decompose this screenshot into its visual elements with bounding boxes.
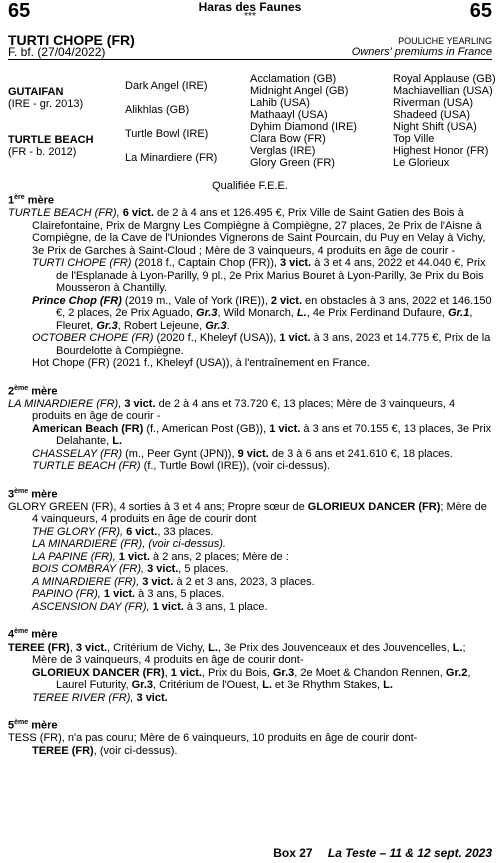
pedigree-gen4-2: Riverman (USA) (393, 97, 474, 109)
produce-entry: Prince Chop (FR) (2019 m., Vale of York (IRE)), 2 vict. en obstacles à 3 ans, 2022 et 146.150 €, 2 places, 2e Prix Aguado, Gr.3, Wild Monarch, L., 4e Prix Ferdinand Dufaure, Gr.1, Fleuret, Gr.3, Robert Lejeune, Gr.3. (32, 294, 492, 332)
produce-entry: OCTOBER CHOPE (FR) (2020 f., Kheleyf (USA)), 1 vict. à 3 ans, 2023 et 14.775 €, Prix de la Bourdelotte à Compiègne. (32, 332, 491, 357)
produce-entry: LA PAPINE (FR), 1 vict. à 2 ans, 2 places; Mère de : (32, 550, 289, 563)
pedigree-gen4-4: Night Shift (USA) (393, 121, 477, 133)
horse-name: TURTI CHOPE (FR) (8, 32, 135, 48)
dam-name: TURTLE BEACH (8, 134, 94, 146)
produce-entry: TEREE RIVER (FR), 3 vict. (32, 691, 168, 704)
produce-entry: TURTLE BEACH (FR) (f., Turtle Bowl (IRE)), (voir ci-dessus). (32, 460, 331, 473)
dam-record: TURTLE BEACH (FR), 6 vict. de 2 à 4 ans et 126.495 €, Prix Ville de Saint Gatien des Bois à Clairefontaine, Prix de Margny Les Compiègne à Compiègne, 27 places, 2e Prix de l'Aisne à Compiègne, de la Cave de l'Uniondes Vignerons de Saint Pourcain, du Puy en Velay à Vichy, 3e Prix de Garches à Saint-Cloud ; Mère de 3 vainqueurs, 4 produits en âge de courir - (8, 207, 486, 257)
pedigree-gen3-1: Midnight Angel (GB) (250, 85, 349, 97)
consignor-name: Haras des Faunes (198, 0, 302, 14)
pedigree-gen3-7: Glory Green (FR) (250, 157, 335, 169)
pedigree-gen4-5: Top Ville (393, 133, 435, 145)
produce-entry: Hot Chope (FR) (2021 f., Kheleyf (USA)), à l'entraînement en France. (32, 357, 370, 370)
pedigree-gen3-5: Clara Bow (FR) (250, 133, 326, 145)
section-heading-4: 4ème mère (8, 628, 58, 642)
maternal-line (8, 192, 492, 757)
pedigree-gen2-2: Turtle Bowl (IRE) (125, 128, 209, 140)
footer (273, 846, 492, 860)
pedigree-gen4-1: Machiavellian (USA) (393, 85, 493, 97)
lot-number-right: 65 (469, 0, 492, 22)
produce-entry: PAPINO (FR), 1 vict. à 3 ans, 5 places. (32, 588, 225, 601)
produce-entry: American Beach (FR) (f., American Post (GB)), 1 vict. à 3 ans et 70.155 €, 13 places, 3e Prix Delahante, L. (32, 422, 492, 448)
fifth-dam-record: TESS (FR), n'a pas couru; Mère de 6 vainqueurs, 10 produits en âge de courir dont- (8, 732, 418, 745)
fourth-dam-record: TEREE (FR), 3 vict., Critérium de Vichy, L., 3e Prix des Jouvenceaux et des Jouvencelles, L.; Mère de 3 vainqueurs, 4 produits en âge de courir dont- (8, 641, 466, 667)
pedigree-gen2-3: La Minardiere (FR) (125, 152, 218, 164)
box-number: Box 27 (273, 846, 313, 860)
pedigree-gen2-1: Alikhlas (GB) (125, 104, 190, 116)
produce-entry: THE GLORY (FR), 6 vict., 33 places. (32, 525, 214, 538)
dam-block (8, 134, 94, 158)
horse-birth: F. bf. (27/04/2022) (8, 45, 106, 59)
produce-entry: ASCENSION DAY (FR), 1 vict. à 3 ans, 1 place. (32, 600, 268, 613)
sire-info: (IRE - gr. 2013) (8, 98, 84, 110)
third-dam-record: GLORY GREEN (FR), 4 sorties à 3 et 4 ans; Propre sœur de GLORIEUX DANCER (FR); Mère de 4 vainqueurs, 4 produits en âge de courir dont (8, 500, 487, 526)
consignor-stars: *** (244, 11, 256, 22)
pedigree-gen2-0: Dark Angel (IRE) (125, 80, 208, 92)
pedigree-gen3-3: Mathaayl (USA) (250, 109, 328, 121)
sire-block (8, 86, 83, 110)
section-heading-1: 1ère mère (8, 194, 54, 207)
granddam-record: LA MINARDIERE (FR), 3 vict. de 2 à 4 ans et 73.720 €, 13 places; Mère de 3 vainqueurs, 4 produits en âge de courir - (8, 397, 456, 423)
sale-place-date: La Teste – 11 & 12 sept. 2023 (327, 846, 492, 860)
pedigree-gen3-2: Lahib (USA) (250, 97, 310, 109)
pedigree-gen3-4: Dyhim Diamond (IRE) (250, 121, 357, 133)
pedigree-gen4-6: Highest Honor (FR) (393, 145, 489, 157)
horse-category: POULICHE YEARLING (398, 36, 492, 46)
produce-entry: TEREE (FR), (voir ci-dessus). (32, 744, 178, 757)
owners-premiums: Owners' premiums in France (351, 46, 492, 58)
pedigree-gen4-3: Shadeed (USA) (393, 109, 471, 121)
produce-entry: A MINARDIERE (FR), 3 vict. à 2 et 3 ans, 2023, 3 places. (32, 575, 315, 588)
pedigree-gen4-0: Royal Applause (GB) (393, 73, 496, 85)
dam-info: (FR - b. 2012) (8, 146, 77, 158)
produce-entry: CHASSELAY (FR) (m., Peer Gynt (JPN)), 9 vict. de 3 à 6 ans et 241.610 €, 18 places. (32, 447, 453, 460)
pedigree-gen4-7: Le Glorieux (393, 157, 450, 169)
qualification: Qualifiée F.E.E. (212, 180, 288, 192)
pedigree-gen3-0: Acclamation (GB) (250, 73, 337, 85)
lot-number-left: 65 (8, 0, 31, 22)
pedigree-gen3-6: Verglas (IRE) (250, 145, 316, 157)
produce-entry: BOIS COMBRAY (FR), 3 vict., 5 places. (32, 563, 229, 576)
section-heading-2: 2ème mère (8, 384, 58, 398)
produce-entry: TURTI CHOPE (FR) (2018 f., Captain Chop (FR)), 3 vict. à 3 et 4 ans, 2022 et 44.040 €, Prix de l'Esplanade à Lyon-Parilly, 9 pl., 2e Prix Marius Bouret à Lyon-Parilly, 3e Prix du Bois Mousseron à Chantilly. (32, 257, 486, 295)
produce-entry: LA MINARDIERE (FR), (voir ci-dessus). (32, 538, 226, 551)
section-heading-3: 3ème mère (8, 487, 58, 501)
sire-name: GUTAIFAN (8, 86, 64, 98)
header-divider (8, 59, 492, 60)
produce-entry: GLORIEUX DANCER (FR), 1 vict., Prix du Bois, Gr.3, 2e Moet & Chandon Rennen, Gr.2, Laurel Futurity, Gr.3, Critérium de l'Ouest, L. et 3e Rhythm Stakes, L. (32, 666, 471, 692)
section-heading-5: 5ème mère (8, 719, 58, 732)
